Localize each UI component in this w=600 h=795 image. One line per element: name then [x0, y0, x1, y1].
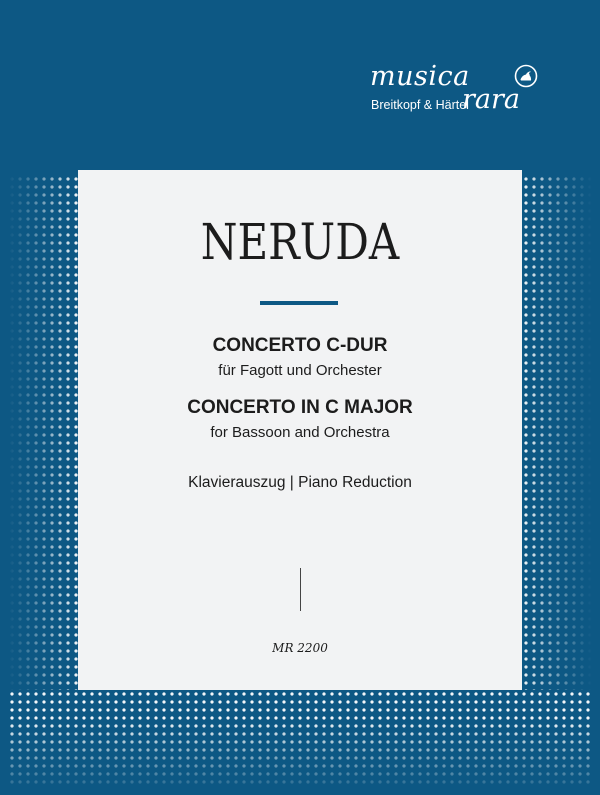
- divider-line: [300, 568, 301, 611]
- halftone-dots-bottom: [8, 690, 592, 785]
- edition-label: Klavierauszug | Piano Reduction: [188, 474, 412, 491]
- publisher-emblem-icon: [514, 64, 538, 88]
- composer-name: NERUDA: [200, 213, 400, 271]
- logo-word-rara: rara: [462, 84, 521, 115]
- halftone-dots-right: [522, 175, 592, 690]
- accent-rule: [260, 301, 338, 305]
- publisher-logo: [366, 62, 546, 122]
- logo-word-musica: musica: [370, 61, 470, 92]
- publisher-name: Breitkopf & Härtel: [371, 98, 469, 112]
- subtitle-english: for Bassoon and Orchestra: [210, 424, 390, 441]
- catalog-number: MR 2200: [272, 641, 328, 655]
- title-english: CONCERTO IN C MAJOR: [187, 397, 413, 418]
- title-panel: [78, 170, 522, 690]
- title-german: CONCERTO C-DUR: [212, 335, 388, 356]
- subtitle-german: für Fagott und Orchester: [218, 362, 382, 379]
- halftone-dots-left: [8, 175, 78, 690]
